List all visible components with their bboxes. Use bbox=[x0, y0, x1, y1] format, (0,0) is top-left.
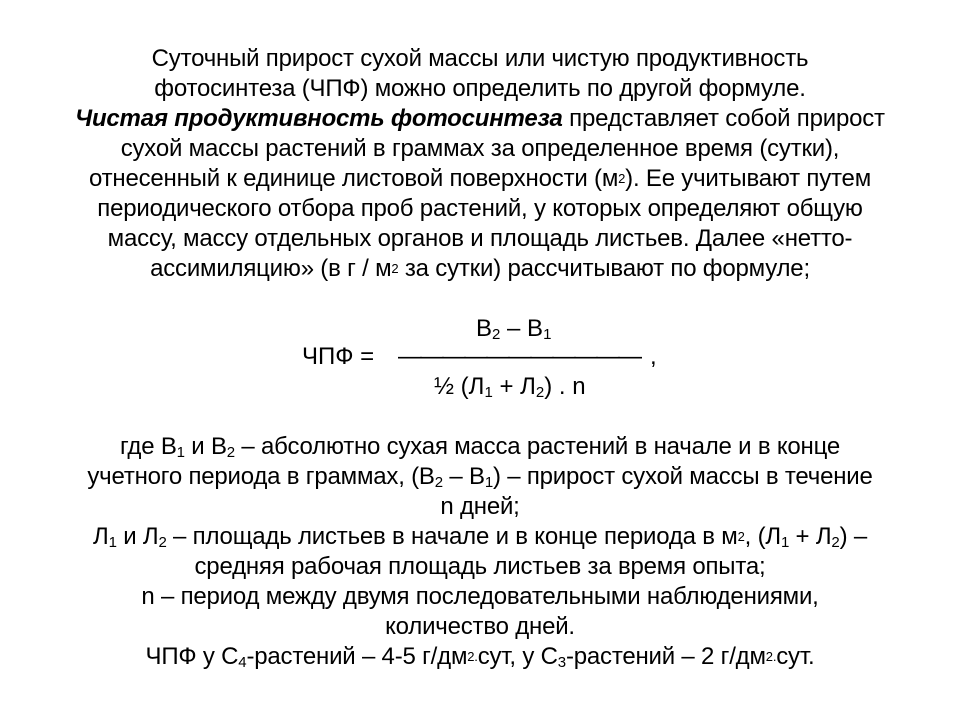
intro-line-2: фотосинтеза (ЧПФ) можно определить по другой формуле. bbox=[154, 75, 806, 102]
intro-line-8: ассимиляцию» (в г / $м^2$ за сутки) рассчитывают по формуле; bbox=[150, 255, 810, 282]
def-line-8: ЧПФ у $С_4$-растений – 4-5 $г/дм^{2.}сут$, у $С_3$-растений – 2 $г/дм^{2.}сут$. bbox=[145, 643, 815, 671]
def-line-3: n дней; bbox=[440, 493, 520, 520]
formula-comma: , bbox=[650, 343, 657, 370]
formula-lhs: ЧПФ = bbox=[302, 343, 375, 370]
def-line-6: n – период между двумя последовательными наблюдениями, bbox=[141, 583, 819, 610]
formula-numerator: $В_2 - В_1$ bbox=[476, 315, 552, 343]
formula-denominator: ½ $(Л_1 + Л_2)$ . n bbox=[434, 373, 586, 401]
intro-line-4: сухой массы растений в граммах за определенное время (сутки), bbox=[120, 135, 840, 162]
intro-line-7: массу, массу отдельных органов и площадь листьев. Далее «нетто- bbox=[107, 225, 853, 252]
intro-line-1: Суточный прирост сухой массы или чистую продуктивность bbox=[151, 45, 809, 72]
intro-line-6: периодического отбора проб растений, у которых определяют общую bbox=[97, 195, 863, 222]
def-line-5: средняя рабочая площадь листьев за время опыта; bbox=[194, 553, 766, 580]
formula-fraction-bar: ——————————— bbox=[398, 343, 640, 370]
definitions-paragraph bbox=[0, 432, 960, 672]
def-line-7: количество дней. bbox=[385, 613, 575, 640]
intro-paragraph bbox=[0, 44, 960, 284]
def-line-1: где $В_1$ и $В_2$ – абсолютно сухая масса растений в начале и в конце bbox=[119, 433, 841, 461]
defined-term: Чистая продуктивность фотосинтеза bbox=[75, 105, 563, 132]
def-line-4: $Л_1$ и $Л_2$ – площадь листьев в начале и в конце периода в $м^2$, $(Л_1 + Л_2)$ – bbox=[93, 523, 867, 551]
intro-line-5: отнесенный к единице листовой поверхности $(м^2)$. Ее учитывают путем bbox=[88, 165, 871, 192]
def-line-2: учетного периода в граммах, $(В_2 - В_1)$ – прирост сухой массы в течение bbox=[87, 463, 873, 491]
intro-line-3: Чистая продуктивность фотосинтеза представляет собой прирост bbox=[75, 105, 885, 132]
